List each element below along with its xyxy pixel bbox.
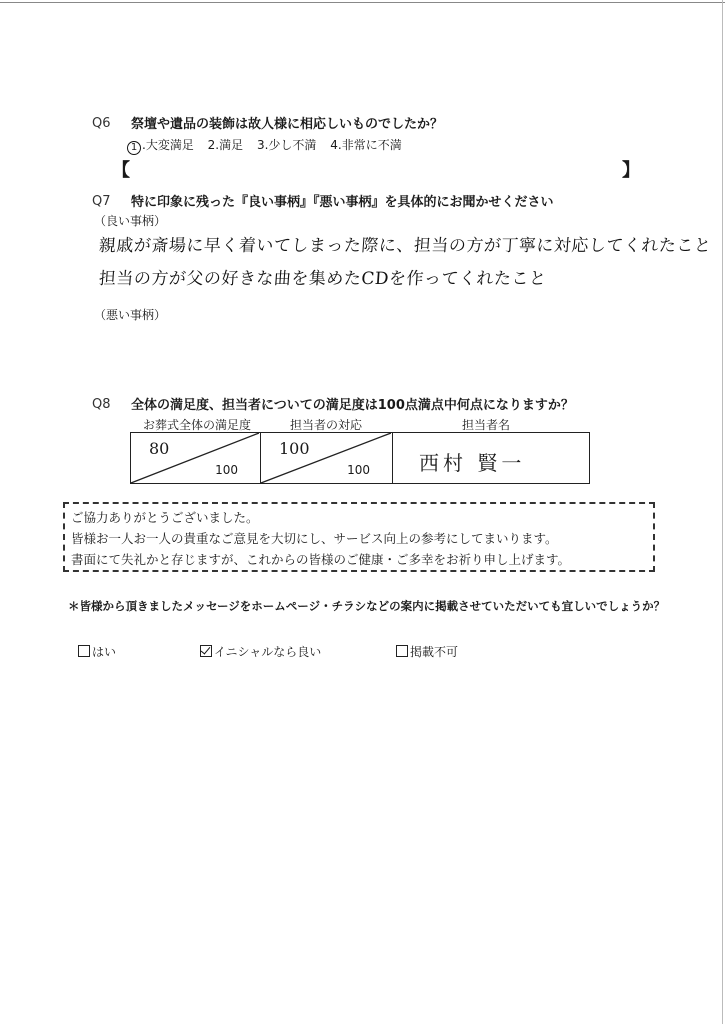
- q6-option-3[interactable]: 3.少し不満: [256, 138, 317, 152]
- q7-number: Q7: [92, 194, 111, 209]
- q6-option-2[interactable]: 2.満足: [207, 138, 244, 152]
- q6-bracket-close: 】: [622, 160, 640, 181]
- q8-score-table: [130, 432, 590, 484]
- q8-question: 全体の満足度、担当者についての満足度は100点満点中何点になりますか？: [131, 398, 574, 413]
- q8-header-overall: お葬式全体の満足度: [143, 418, 252, 432]
- checked-checkbox-icon[interactable]: [200, 645, 212, 657]
- q7-question: 特に印象に残った『良い事柄』『悪い事柄』を具体的にお聞かせください: [131, 195, 554, 210]
- consent-option-initials[interactable]: イニシャルなら良い: [200, 643, 321, 660]
- q7-good-answer-line-2: 担当の方が父の好きな曲を集めたCDを作ってくれたこと: [98, 269, 548, 289]
- q6-question: 祭壇や遺品の装飾は故人様に相応しいものでしたか？: [131, 117, 444, 132]
- notice-line-2: 皆様お一人お一人の貴重なご意見を大切にし、サービス向上の参考にしてまいります。: [71, 531, 558, 546]
- staff-score-max: 100: [347, 463, 370, 477]
- notice-line-1: ご協力ありがとうございました。: [71, 510, 259, 525]
- scan-edge-line: [0, 2, 725, 3]
- overall-score-cell[interactable]: [131, 433, 261, 483]
- consent-question: ＊皆様から頂きましたメッセージをホームページ・チラシなどの案内に掲載させていただいても宜しいでしょうか？: [68, 599, 666, 613]
- q6-option-4[interactable]: 4.非常に不満: [330, 138, 402, 152]
- overall-score-max: 100: [215, 463, 238, 477]
- consent-option-no[interactable]: 掲載不可: [396, 643, 458, 660]
- q8-header-staff: 担当者の対応: [290, 418, 363, 432]
- thank-you-notice: [63, 502, 655, 572]
- q8-number: Q8: [92, 397, 111, 412]
- staff-score-cell[interactable]: [261, 433, 393, 483]
- q6-number: Q6: [92, 116, 111, 131]
- q6-options: [127, 136, 402, 155]
- selected-circle-icon: 1: [127, 141, 141, 155]
- staff-name-value: 西村 賢一: [419, 451, 526, 475]
- checkbox-icon[interactable]: [78, 645, 90, 657]
- checkbox-icon[interactable]: [396, 645, 408, 657]
- q6-bracket-open: 【: [112, 160, 130, 181]
- staff-name-cell[interactable]: [393, 433, 589, 483]
- q7-good-label: （良い事柄）: [94, 214, 167, 228]
- q8-header-staff-name: 担当者名: [462, 418, 511, 432]
- q6-option-1[interactable]: 1 .大変満足: [127, 138, 194, 152]
- staff-score-value: 100: [279, 439, 310, 458]
- q7-bad-label: （悪い事柄）: [94, 308, 167, 322]
- notice-line-3: 書面にて失礼かと存じますが、これからの皆様のご健康・ご多幸をお祈り申し上げます。: [71, 552, 571, 567]
- consent-option-yes[interactable]: はい: [78, 643, 116, 660]
- overall-score-value: 80: [149, 439, 170, 458]
- q7-good-answer-line-1: 親戚が斎場に早く着いてしまった際に、担当の方が丁寧に対応してくれたこと: [98, 236, 713, 256]
- scan-edge-right: [722, 0, 723, 1024]
